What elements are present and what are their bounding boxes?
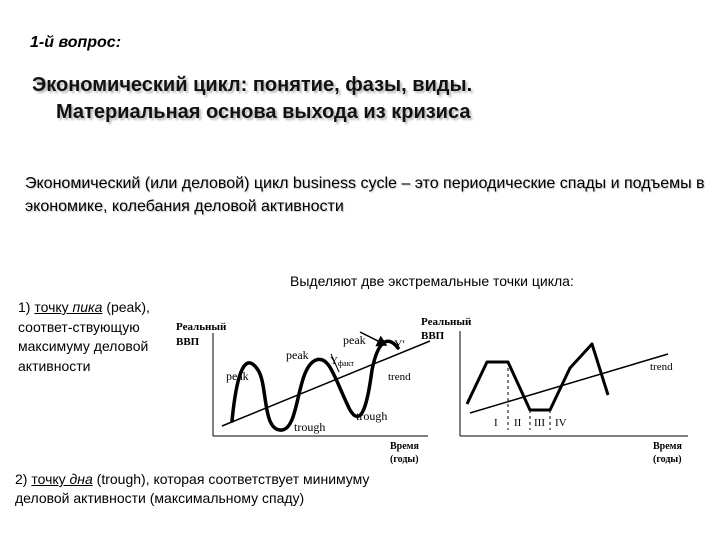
left-trend-line bbox=[222, 341, 430, 426]
right-ylabel-line2: ВВП bbox=[421, 330, 445, 342]
phase-label-4: IV bbox=[555, 417, 567, 429]
peak-term-italic: пика bbox=[72, 299, 103, 315]
peak-prefix: 1) bbox=[18, 299, 35, 315]
left-ylabel-line2: ВВП bbox=[176, 336, 200, 348]
extreme-points-heading: Выделяют две экстремальные точки цикла: bbox=[290, 273, 574, 289]
peak-rest: (peak), соответ-ствующую максимуму деловой активности bbox=[18, 299, 150, 374]
right-xlabel-line1: Время bbox=[653, 441, 682, 452]
trough-prefix: 2) bbox=[15, 471, 32, 487]
left-ylabel-line1: Реальный bbox=[176, 321, 227, 333]
trough-term-word: точку bbox=[31, 471, 70, 487]
definition-text: Экономический (или деловой) цикл business cycle – это периодические спады и подъемы в экономике, колебания деловой активности bbox=[25, 175, 705, 215]
title-line-1: Экономический цикл: понятие, фазы, виды. bbox=[32, 74, 473, 96]
label-peak-1: peak bbox=[226, 369, 249, 383]
label-trough-1: trough bbox=[294, 420, 326, 434]
phase-label-3: III bbox=[534, 417, 545, 429]
right-ylabel-line1: Реальный bbox=[421, 316, 472, 328]
right-cycle-curve bbox=[467, 344, 608, 410]
label-trend-left: trend bbox=[388, 371, 411, 383]
trough-rest: (trough), которая соответствует минимуму деловой активности (максимальному спаду) bbox=[15, 471, 370, 506]
right-xlabel-line2: (годы) bbox=[653, 454, 682, 465]
left-xlabel-line2: (годы) bbox=[390, 454, 419, 465]
left-cycle-diagram bbox=[176, 321, 430, 465]
label-y-fact bbox=[330, 355, 354, 368]
y-fact-main: Y bbox=[330, 355, 338, 367]
question-heading: 1-й вопрос: bbox=[30, 34, 122, 51]
left-xlabel-line1: Время bbox=[390, 441, 419, 452]
label-y-prime: Y' bbox=[394, 337, 405, 351]
title-line-2: Материальная основа выхода из кризиса bbox=[56, 101, 471, 123]
right-cycle-diagram bbox=[421, 316, 688, 465]
trough-term-italic: дна bbox=[69, 471, 93, 487]
label-trough-2: trough bbox=[356, 409, 388, 423]
phase-label-2: II bbox=[514, 417, 522, 429]
phase-label-1: I bbox=[494, 417, 498, 429]
label-trend-right: trend bbox=[650, 361, 673, 373]
label-peak-2: peak bbox=[286, 348, 309, 362]
peak-term-word: точку bbox=[34, 299, 73, 315]
y-fact-sub: факт bbox=[337, 359, 354, 368]
label-peak-3: peak bbox=[343, 333, 366, 347]
